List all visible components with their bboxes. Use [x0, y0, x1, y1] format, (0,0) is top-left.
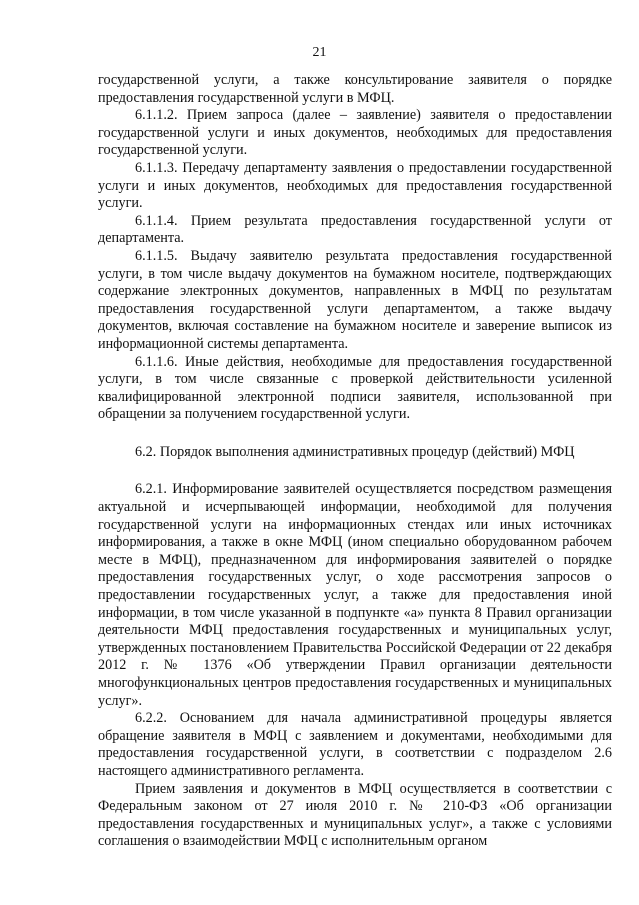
- section-heading-6-2: 6.2. Порядок выполнения административных процедур (действий) МФЦ: [135, 443, 575, 460]
- document-body: [98, 72, 612, 851]
- paragraph-6-2-2: 6.2.2. Основанием для начала административной процедуры является обращение заявителя в МФЦ с заявлением и документами, необходимыми для предоставления государственной услуги, в соответствии с подразделом 2.6 настоящего административного регламента.: [98, 710, 612, 779]
- paragraph-continuation: государственной услуги, а также консультирование заявителя о порядке предоставления государственной услуги в МФЦ.: [98, 72, 612, 106]
- paragraph-6-2-1: 6.2.1. Информирование заявителей осуществляется посредством размещения актуальной и исчерпывающей информации, необходимой для получения государственной услуги на информационных стендах или иных источниках информирования, а также в окне МФЦ (ином специально оборудованном рабочем месте в МФЦ), предназначенном для информирования заявителей о порядке предоставления государственных услуг, о ходе рассмотрения запросов о предоставлении государственных услуг, а также для предоставления иной информации, в том числе указанной в подпункте «а» пункта 8 Правил организации деятельности МФЦ предоставления государственных и муниципальных услуг, утвержденных постановлением Правительства Российской Федерации от 22 декабря 2012 г. № 1376 «Об утверждении Правил организации деятельности многофункциональных центров предоставления государственных и муниципальных услуг».: [98, 481, 612, 709]
- paragraph-6-1-1-4: 6.1.1.4. Прием результата предоставления государственной услуги от департамента.: [98, 212, 612, 247]
- paragraph-6-1-1-3: 6.1.1.3. Передачу департаменту заявления о предоставлении государственной услуги и иных документов, необходимых для предоставления государственной услуги.: [98, 159, 612, 212]
- paragraph-6-1-1-6: 6.1.1.6. Иные действия, необходимые для предоставления государственной услуги, в том числе связанные с проверкой действительности усиленной квалифицированной электронной подписи заявителя, использованной при обращении за получением государственной услуги.: [98, 353, 612, 423]
- page-number: 21: [312, 45, 327, 60]
- paragraph-reception: Прием заявления и документов в МФЦ осуществляется в соответствии с Федеральным законом от 27 июля 2010 г. № 210-ФЗ «Об организации предоставления государственных и муниципальных услуг», а также с условиями соглашения о взаимодействии МФЦ с исполнительным органом: [98, 780, 612, 850]
- paragraph-6-1-1-5: 6.1.1.5. Выдачу заявителю результата предоставления государственной услуги, в том числе выдачу документов на бумажном носителе, подтверждающих содержание электронных документов, направленных в МФЦ по результатам предоставления государственной услуги департаментом, а также выдачу документов, включая составление на бумажном носителе и заверение выписок из информационной системы департамента.: [98, 247, 612, 352]
- paragraph-6-1-1-2: 6.1.1.2. Прием запроса (далее – заявление) заявителя о предоставлении государственной услуги и иных документов, необходимых для предоставления государственной услуги.: [98, 107, 612, 159]
